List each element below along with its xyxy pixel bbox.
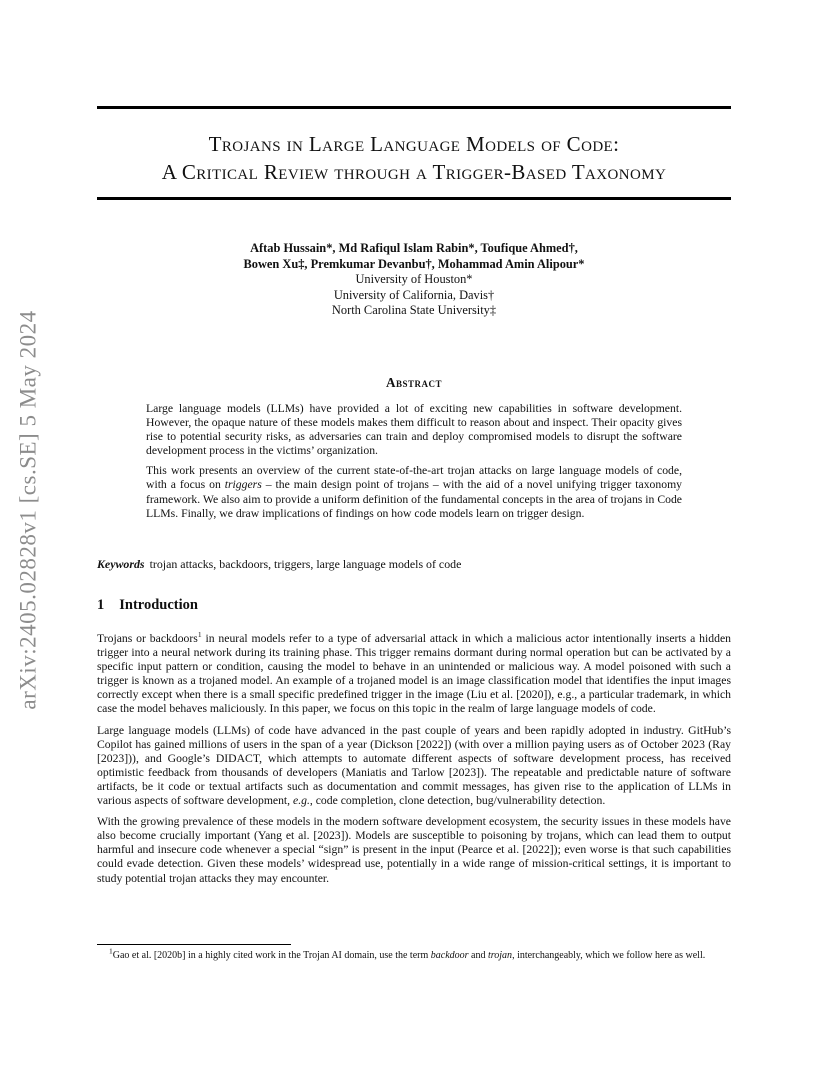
intro-paragraph-3: With the growing prevalence of these models in the modern software development ecosystem, the security issues in these models have also become crucially important (Yang et al. [2023]). Models are susceptible to poisoning by trojans, which can lead them to output harmful and insecure code whenever a special “sign” is present in the input (Pearce et al. [2022]); even worse is that such capabilities could evade detection. Given these models’ widespread use, potentially in a wide range of mission-critical settings, it is important to study potential trojan attacks they may encounter. (97, 815, 731, 885)
section-heading (97, 597, 198, 614)
title-top-rule (97, 106, 731, 109)
affiliation-2: University of California, Davis† (333, 287, 495, 302)
footnote-text-c: , interchangeably, which we follow here as well. (512, 950, 706, 961)
intro-p1-text-a: Trojans or backdoors (97, 632, 198, 645)
footnote-text (97, 946, 731, 963)
footnote-marker: 1 (197, 630, 202, 640)
footnote-emphasis-2: trojan (487, 950, 513, 961)
footnote-text-a: Gao et al. [2020b] in a highly cited work in the Trojan AI domain, use the term (112, 950, 431, 961)
footnote-rule (97, 944, 291, 945)
intro-paragraph-2 (97, 724, 731, 809)
intro-p2-text-b: , code completion, clone detection, bug/vulnerability detection. (309, 794, 606, 808)
footnote-text-b: and (468, 950, 488, 961)
title-bottom-rule (97, 197, 731, 200)
paper-title (97, 130, 731, 186)
keywords-text: trojan attacks, backdoors, triggers, large language models of code (149, 557, 462, 571)
affiliation-3: North Carolina State University‡ (331, 303, 497, 318)
footnote-number: 1 (109, 946, 113, 956)
author-block (97, 241, 731, 319)
keywords-line (97, 557, 731, 572)
keywords-label: Keywords (97, 557, 145, 571)
author-names-line-1: Aftab Hussain*, Md Rafiqul Islam Rabin*, Toufique Ahmed†, (250, 241, 578, 255)
intro-p2-text-a: Large language models (LLMs) of code have advanced in the past couple of years and been rapidly adopted in industry. GitHub’s Copilot has gained millions of users in the span of a year (Dickson [2022]) (with over a million paying users as of October 2023 (Ray [2023])), and Google’s DIDACT, which attempts to automate different aspects of software development process, has received optimistic feedback from thousands of developers (Maniatis and Tarlow [2023]). The repeatable and predictable nature of software artifacts, be it code or textual artifacts such as documentation and commit messages, has given rise to the application of LLMs in various aspects of software development, (97, 723, 731, 808)
affiliation-1: University of Houston* (355, 272, 473, 287)
intro-paragraph-1 (97, 632, 731, 717)
abstract-p2-text-a: This work presents an overview of the current state-of-the-art trojan attacks on large language models of code, with a focus on (146, 464, 682, 492)
title-line-2: A Critical Review through a Trigger-Based Taxonomy (161, 160, 667, 184)
arxiv-identifier (4, 250, 54, 770)
introduction-body (97, 632, 731, 893)
abstract-p2-text-b: – the main design point of trojans – with the aid of a novel unifying trigger taxonomy framework. We also aim to provide a uniform definition of the fundamental concepts in the area of trojans in Code LLMs. Finally, we draw implications of findings on how code models learn on trigger design. (146, 478, 683, 520)
abstract-heading: Abstract (385, 375, 443, 390)
author-names-line-2: Bowen Xu‡, Premkumar Devanbu†, Mohammad Amin Alipour* (243, 256, 585, 271)
title-line-1: Trojans in Large Language Models of Code: (208, 132, 620, 156)
abstract-paragraph-1: Large language models (LLMs) have provided a lot of exciting new capabilities in software development. However, the opaque nature of these models makes them difficult to reason about and inspect. Their opacity gives rise to potential security risks, as adversaries can train and deploy compromised models to disrupt the software development process in the victims’ organization. (146, 402, 682, 458)
footnote (97, 946, 731, 963)
intro-p2-emphasis: e.g. (293, 794, 310, 808)
footnote-emphasis-1: backdoor (430, 950, 469, 961)
arxiv-identifier-text: arXiv:2405.02828v1 [cs.SE] 5 May 2024 (16, 310, 41, 710)
section-title: Introduction (119, 597, 198, 613)
intro-p1-text-b: in neural models refer to a type of adversarial attack in which a malicious actor intentionally inserts a hidden trigger into a neural network during its training phase. This trigger remains dormant during normal operation but can be activated by a specific input pattern or condition, causing the model to behave in an unintended or malicious way. A model poisoned with such a trigger is known as a trojaned model. An example of a trojaned model is an image classification model that identifies the input images correctly except when there is a small specific predefined trigger in the image (Liu et al. [2020]), e.g., a particular trademark, in which case the model behaves maliciously. In this paper, we focus on this topic in the realm of large language models of code. (97, 632, 731, 716)
abstract-body (146, 402, 682, 527)
section-number: 1 (97, 597, 105, 613)
abstract-p2-emphasis: triggers (224, 478, 262, 492)
abstract-paragraph-2 (146, 464, 682, 520)
